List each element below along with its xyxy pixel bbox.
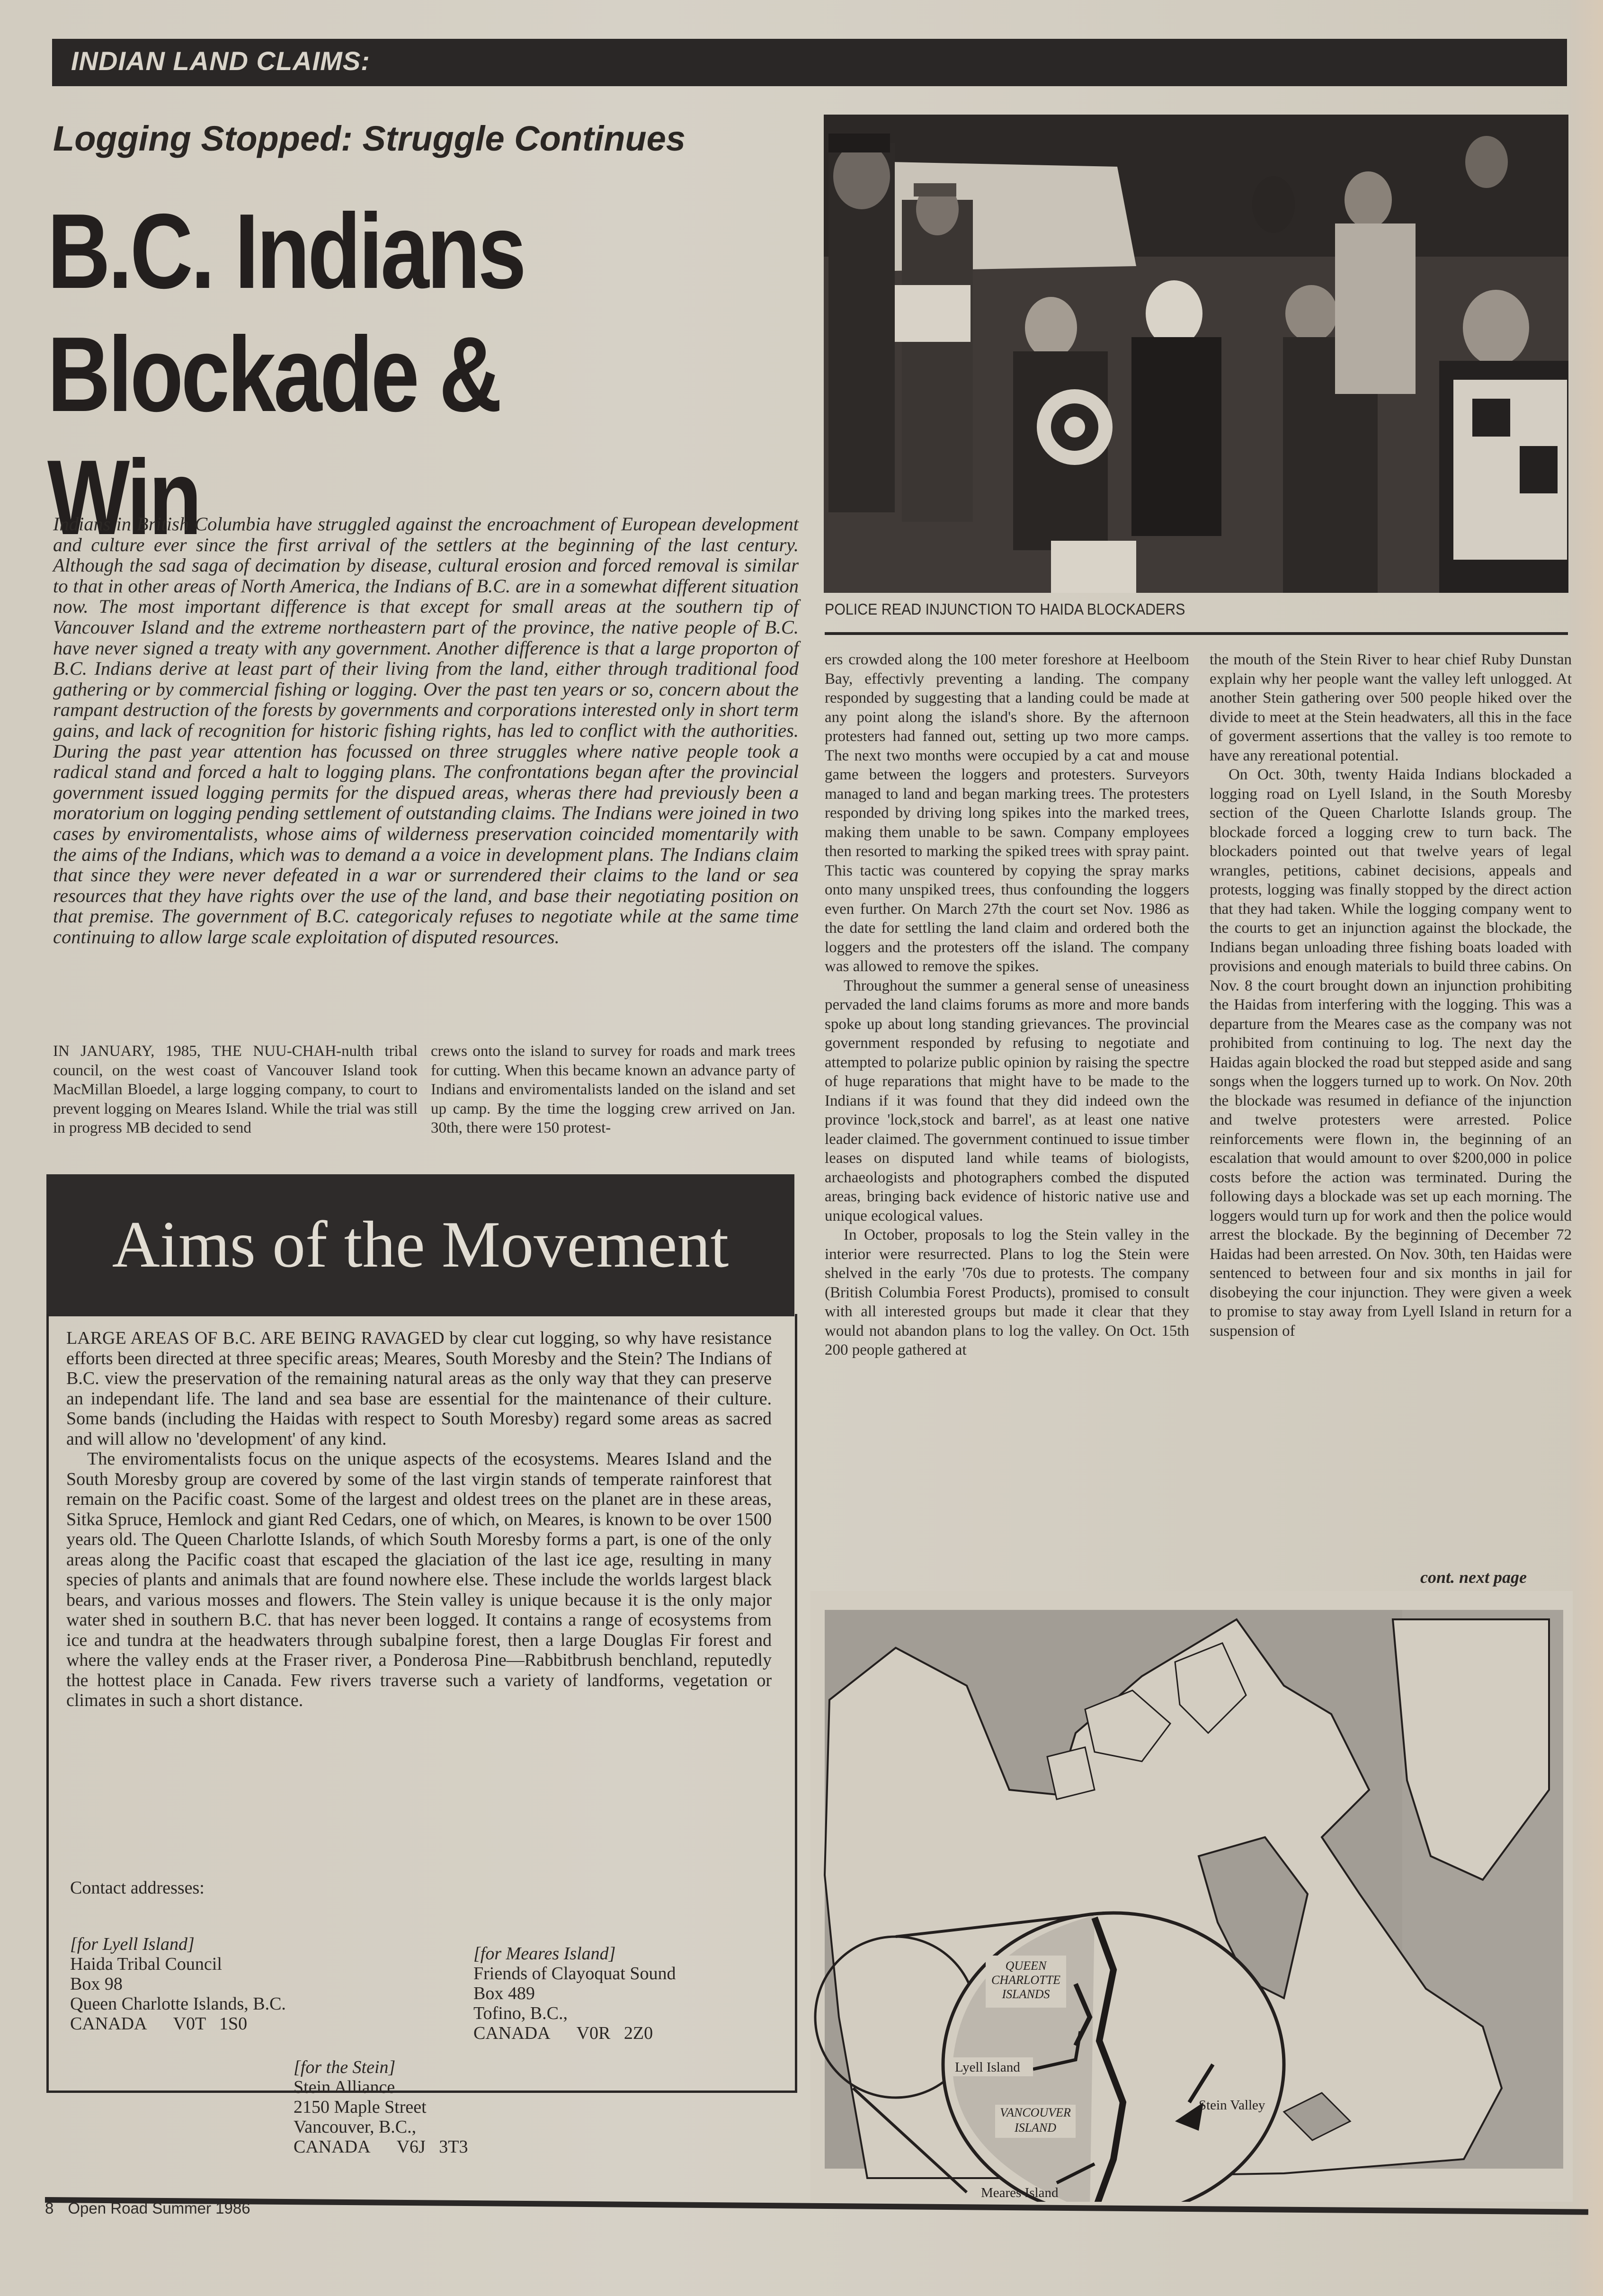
article-headline bbox=[47, 189, 668, 559]
map-label-qci-3: ISLANDS bbox=[1002, 1987, 1050, 2001]
map-label-vancouver-1: VANCOUVER bbox=[1000, 2106, 1071, 2119]
map-label-meares: Meares Island bbox=[981, 2185, 1059, 2200]
address-stein bbox=[294, 2057, 468, 2157]
map-illustration bbox=[810, 1591, 1573, 2202]
canada-map bbox=[810, 1591, 1573, 2202]
map-label-stein: Stein Valley bbox=[1199, 2098, 1265, 2113]
body-paragraph: On Oct. 30th, twenty Haida Indians blockaded a logging road on Lyell Island, in the South Moresby section of the Queen Charlotte Islands group. The blockade forced a logging crew to turn back. The blockaders pointed out that twelve years of legal wrangles, petitions, cabinet decisions, appeals and protests, logging was finally stopped by the direct action that they had taken. While the logging company went to the courts to get an injunction against the blockade, the Indians began unloading three fishing boats loaded with provisions and enough materials to build three cabins. On Nov. 8 the court brought down an injunction prohibiting the Haidas from interfering with the logging. This was a departure from the Meares case as the company was not prohibited from continuing to log. The next day the Haidas again blocked the road but stepped aside and sang songs when the loggers turned up to work. On Nov. 20th the blockade was resumed in defiance of the injunction and twelve protesters were arrested. Police reinforcements were flown in, the beginning of an escalation that would amount to over $200,000 in police costs before the action was terminated. During the following days a blockade was set up each morning. The loggers would turn up for work and then the police would arrest the blockade. By the beginning of December 72 Haidas had been arrested. On Nov. 30th, ten Haidas were sentenced to between four and six months in jail for disobeying the cour injunction. They were given a week to promise to stay away from Lyell Island in return for a suspension of bbox=[1210, 766, 1572, 1340]
address-postal-code: V0R 2Z0 bbox=[576, 2023, 653, 2043]
section-kicker: INDIAN LAND CLAIMS: bbox=[71, 46, 370, 76]
address-heading: [for the Stein] bbox=[294, 2057, 396, 2077]
continued-note: cont. next page bbox=[1420, 1568, 1527, 1587]
address-line: Queen Charlotte Islands, B.C. bbox=[70, 1994, 286, 2014]
headline-line-1: B.C. Indians bbox=[47, 191, 525, 311]
address-heading: [for Lyell Island] bbox=[70, 1934, 195, 1954]
headline-line-2: Blockade & Win bbox=[47, 314, 500, 557]
address-line: Tofino, B.C., bbox=[473, 2003, 568, 2023]
address-heading: [for Meares Island] bbox=[473, 1944, 616, 1964]
map-label-qci-2: CHARLOTTE bbox=[991, 1973, 1060, 1987]
body-paragraph: IN JANUARY, 1985, THE NUU-CHAH-nulth tribal council, on the west coast of Vancouver Island took MacMillan Bloedel, a large logging company, to court to prevent logging on Meares Island. While the trial was still in progress MB decided to send bbox=[53, 1043, 418, 1136]
body-paragraph: In October, proposals to log the Stein valley in the interior were resurrected. Plans to log the Stein were shelved in the early '70s due to protests. The company (British Columbia Forest Products), promised to consult with all interested groups but made it clear that they would not abandon plans to log the valley. On Oct. 15th 200 people gathered at bbox=[825, 1226, 1189, 1358]
contact-label: Contact addresses: bbox=[70, 1878, 205, 1898]
address-lyell bbox=[70, 1934, 286, 2034]
page-number: 8 bbox=[45, 2199, 54, 2217]
address-line: Vancouver, B.C., bbox=[294, 2117, 417, 2137]
body-column-2 bbox=[431, 1042, 795, 1138]
address-country: CANADA bbox=[294, 2137, 371, 2157]
body-column-3 bbox=[825, 650, 1189, 1360]
address-meares bbox=[473, 1944, 676, 2043]
article-deck: Logging Stopped: Struggle Continues bbox=[53, 119, 686, 158]
address-line: Friends of Clayoquat Sound bbox=[473, 1964, 676, 1983]
address-line: Box 98 bbox=[70, 1974, 123, 1994]
photo-illustration bbox=[824, 115, 1568, 593]
body-paragraph: Throughout the summer a general sense of uneasiness pervaded the land claims forums as more and more bands spoke up about long standing grievances. The provincial government responded by refusing to negotiate and attempted to polarize public opinion by raising the spectre of huge reparations that might have to be made to the Indians if it was found that they did indeed own the province 'lock,stock and barrel', as at least one native leader claimed. The government continued to issue timber leases on disputed land while teams of biologists, archaeologists and photographers combed the disputed areas, bringing back evidence of historic native use and unique ecological values. bbox=[825, 977, 1189, 1224]
map-label-qci-1: QUEEN bbox=[1005, 1959, 1047, 1973]
map-label-lyell: Lyell Island bbox=[955, 2060, 1020, 2075]
sidebar-lead-caps: LARGE AREAS OF B.C. ARE BEING RAVAGED bbox=[66, 1328, 445, 1348]
sidebar-body bbox=[66, 1328, 772, 1711]
sidebar-paragraph bbox=[66, 1328, 772, 1449]
body-paragraph: the mouth of the Stein River to hear chief Ruby Dunstan explain why her people want the valley left unlogged. At another Stein gathering over 500 people hiked over the divide to meet at the Stein headwaters, all this in the face of goverment assertions that the valley is too remote to have any rereational potential. bbox=[1210, 651, 1572, 764]
page-edge bbox=[1570, 0, 1603, 2296]
page-footer bbox=[45, 2199, 265, 2217]
news-photo bbox=[824, 115, 1568, 593]
caption-rule bbox=[825, 632, 1568, 635]
address-country: CANADA bbox=[473, 2023, 551, 2043]
address-line: Stein Alliance bbox=[294, 2077, 395, 2097]
body-column-4 bbox=[1210, 650, 1572, 1340]
address-line: 2150 Maple Street bbox=[294, 2097, 427, 2117]
address-postal-code: V6J 3T3 bbox=[396, 2137, 468, 2157]
body-paragraph: crews onto the island to survey for roads and mark trees for cutting. When this became known an advance party of Indians and enviromentalists landed on the island and set up camp. By the time the logging crew arrived on Jan. 30th, there were 150 protest- bbox=[431, 1043, 795, 1136]
photo-caption: POLICE READ INJUNCTION TO HAIDA BLOCKADERS bbox=[825, 600, 1185, 618]
article-intro: Indians in British Columbia have struggled against the encroachment of European development and culture ever since the first arrival of the settlers at the beginning of the last century. Although the sad saga of decimation by disease, cultural erosion and forced removal is similar to that in other areas of North America, the Indians of B.C. are in a somewhat different situation now. The most important difference is that except for small areas at the southern tip of Vancouver Island and the extreme northeastern part of the province, the native people of B.C. have never signed a treaty with any government. Another difference is that a large proporton of B.C. Indians derive at least part of their living from the land, either through traditional food gathering or by commercial fishing or logging. Over the past ten years or so, concern about the rampant destruction of the forests by governments and corporations interested only in short term gains, and lack of recognition for historic fishing rights, has led to conflict with the authorities. During the past year attention has focussed on three struggles where native people took a radical stand and forced a halt to logging plans. The confrontations began after the provincial government issued logging permits for the dispued areas, wheras there had previously been a moratorium on logging pending settlement of outstanding claims. The Indians were joined in two cases by enviromentalists, whose aims of wilderness preservation coincided momentarily with the aims of the Indians, which was to demand a a voice in development plans. The Indians claim that since they were never defeated in a war or surrendered their claims to the land or sea resources that they have rights over the use of the land, and base their negotiating position on that premise. The government of B.C. categoricaly refuses to negotiate while at the same time continuing to allow large scale exploitation of disputed resources. bbox=[53, 513, 799, 947]
body-paragraph: ers crowded along the 100 meter foreshore at Heelboom Bay, effectivly preventing a landing. The company responded by suggesting that a landing could be made at any point along the island's shore. By the afternoon protesters had fanned out, setting up two more camps. The next two months were occupied by a cat and mouse game between the loggers and protesters. Surveyors managed to land and began marking trees. The protesters responded by driving long spikes into the marked trees, making them unable to be sawn. Company employees then resorted to marking the spiked trees with spray paint. This tactic was countered by copying the spray marks onto many unspiked trees, thus confounding the loggers even further. On March 27th the court set Nov. 1986 as the date for settling the land claim and ordered both the loggers and the protesters off the island. The company was allowed to remove the spikes. bbox=[825, 651, 1189, 975]
publication-name: Open Road Summer 1986 bbox=[68, 2199, 250, 2217]
sidebar-paragraph: The enviromentalists focus on the unique aspects of the ecosystems. Meares Island and the South Moresby group are covered by some of the last virgin stands of temperate rainforest that remain on the Pacific coast. Some of the largest and oldest trees on the planet are in these areas, Sitka Spruce, Hemlock and giant Red Cedars, one of which, on Meares, is known to be over 1500 years old. The Queen Charlotte Islands, of which South Moresby forms a part, is one of the only areas along the Pacific coast that escaped the glaciation of the last ice age, resulting in many species of plants and animals that are found nowhere else. These include the worlds largest black bears, and various mosses and flowers. The Stein valley is unique because it is the only major water shed in southern B.C. that has never been logged. It contains a range of ecosystems from ice and tundra at the headwaters through subalpine forest, then a large Douglas Fir forest and where the valley ends at the Fraser river, a Ponderosa Pine—Rabbitbrush benchland, reputedly the hottest place in Canada. Few rivers traverse such a variety of landforms, vegetation or climates in such a short distance. bbox=[66, 1449, 772, 1710]
sidebar-title: Aims of the Movement bbox=[112, 1208, 729, 1281]
sidebar-paragraph-text: by clear cut logging, so why have resistance efforts been directed at three specific areas; Meares, South Moresby and the Stein? The Indians of B.C. view the preservation of the remaining natural areas as the only way that they can preserve an independant life. The land and sea base are essential for the maintenance of their culture. Some bands (including the Haidas with respect to South Moresby) regard some areas as sacred and will allow no 'development' of any kind. bbox=[66, 1328, 772, 1449]
address-line: Box 489 bbox=[473, 1983, 535, 2003]
address-postal-code: V0T 1S0 bbox=[173, 2014, 248, 2034]
address-country: CANADA bbox=[70, 2014, 147, 2034]
map-label-vancouver-2: ISLAND bbox=[1014, 2121, 1057, 2135]
body-column-1 bbox=[53, 1042, 418, 1138]
address-line: Haida Tribal Council bbox=[70, 1954, 222, 1974]
